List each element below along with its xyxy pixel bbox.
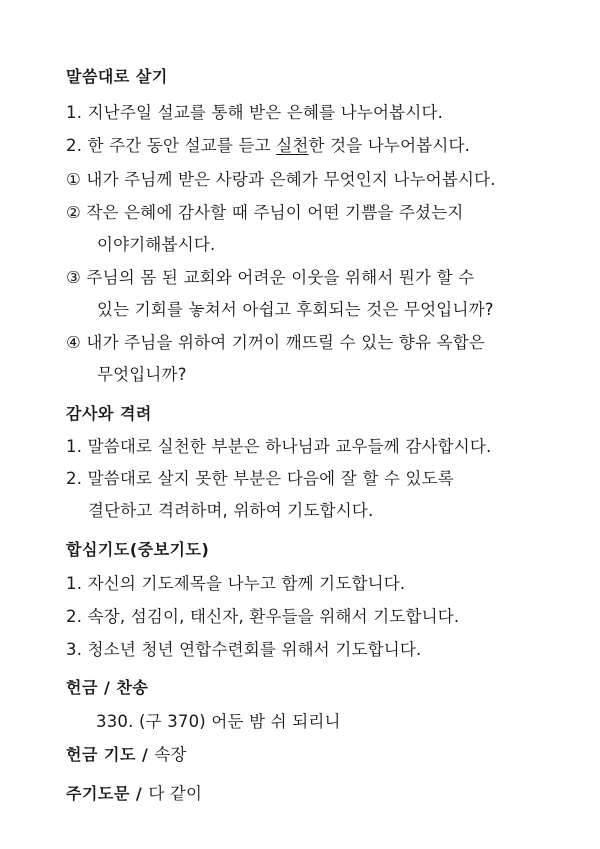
lords-prayer-value: 다 같이 xyxy=(148,784,203,803)
lords-prayer-row xyxy=(66,780,202,804)
list-item-text: 2. 한 주간 동안 설교를 듣고 xyxy=(66,136,277,155)
list-item: 2. 말씀대로 살지 못한 부분은 다음에 잘 할 수 있도록 xyxy=(66,469,454,488)
offering-prayer-label: 헌금 기도 / xyxy=(66,745,155,764)
question-item: ④ 내가 주님을 위하여 기꺼이 깨뜨릴 수 있는 향유 옥합은 xyxy=(66,333,486,352)
list-item: 1. 자신의 기도제목을 나누고 함께 기도합니다. xyxy=(66,574,406,593)
section-title: 헌금 / 찬송 xyxy=(66,678,149,697)
section-title: 감사와 격려 xyxy=(66,404,152,423)
list-item: 1. 지난주일 설교를 통해 받은 은혜를 나누어봅시다. xyxy=(66,103,444,122)
question-item-continued: 이야기해봅시다. xyxy=(97,235,216,254)
offering-prayer-row xyxy=(66,741,187,765)
section-title: 말씀대로 살기 xyxy=(66,67,168,86)
question-item: ③ 주님의 몸 된 교회와 어려운 이웃을 위해서 뭔가 할 수 xyxy=(66,268,475,287)
list-item-continued: 결단하고 격려하며, 위하여 기도합시다. xyxy=(88,501,374,520)
question-item-continued: 있는 기회를 놓쳐서 아쉽고 후회되는 것은 무엇입니까? xyxy=(97,300,494,319)
list-item: 3. 청소년 청년 연합수련회를 위해서 기도합니다. xyxy=(66,640,422,659)
lords-prayer-label: 주기도문 / xyxy=(66,784,149,803)
list-item: 2. 속장, 섬김이, 태신자, 환우들을 위해서 기도합니다. xyxy=(66,607,460,626)
offering-prayer-leader: 속장 xyxy=(154,745,187,764)
list-item: 1. 말씀대로 실천한 부분은 하나님과 교우들께 감사합시다. xyxy=(66,437,492,456)
section-title: 합심기도(중보기도) xyxy=(66,540,210,559)
list-item xyxy=(66,132,470,156)
underlined-word: 실천 xyxy=(276,136,309,155)
hymn-number: 330. (구 370) 어둔 밤 쉬 되리니 xyxy=(96,712,341,731)
question-item-continued: 무엇입니까? xyxy=(97,365,187,384)
list-item-text: 한 것을 나누어봅시다. xyxy=(308,136,471,155)
question-item: ① 내가 주님께 받은 사랑과 은혜가 무엇인지 나누어봅시다. xyxy=(66,170,496,189)
question-item: ② 작은 은혜에 감사할 때 주님이 어떤 기쁨을 주셨는지 xyxy=(66,203,464,222)
